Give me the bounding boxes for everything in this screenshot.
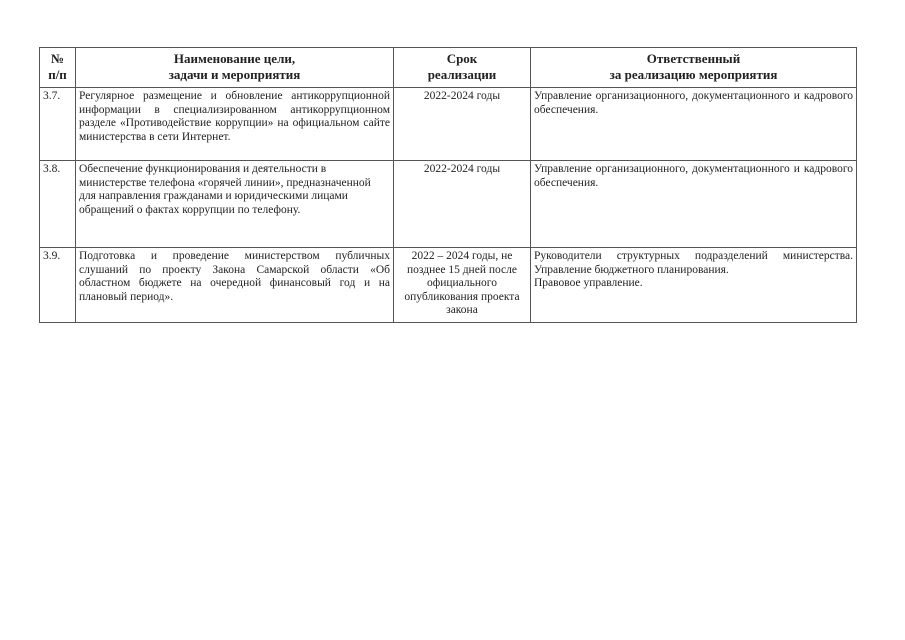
measure-term: 2022-2024 годы — [394, 161, 531, 248]
header-number-line2: п/п — [48, 67, 67, 82]
row-number: 3.9. — [40, 248, 76, 323]
table-header-row — [40, 48, 857, 88]
table-row — [40, 88, 857, 161]
header-name-line2: задачи и мероприятия — [168, 67, 301, 82]
measure-term: 2022 – 2024 годы, не позднее 15 дней после официального опубликования проекта закона — [394, 248, 531, 323]
table-row — [40, 248, 857, 323]
header-term — [394, 48, 531, 88]
header-name-line1: Наименование цели, — [173, 51, 296, 66]
measure-term: 2022-2024 годы — [394, 88, 531, 161]
measure-name: Подготовка и проведение министерством публичных слушаний по проекту Закона Самарской области «Об областном бюджете на очередной финансовый год и на плановый период». — [76, 248, 394, 323]
header-responsible-line1: Ответственный — [646, 51, 741, 66]
header-responsible-line2: за реализацию мероприятия — [609, 67, 778, 82]
measure-responsible: Управление организационного, документационного и кадрового обеспечения. — [531, 88, 857, 161]
measure-responsible — [531, 248, 857, 323]
header-number — [40, 48, 76, 88]
header-term-line2: реализации — [427, 67, 497, 82]
measure-name: Обеспечение функционирования и деятельности в министерстве телефона «горячей линии», предназначенной для направления гражданами и юридическими лицами обращений о фактах коррупции по телефону. — [76, 161, 394, 248]
responsible-line: Руководители структурных подразделений министерства. — [534, 250, 853, 262]
header-term-line1: Срок — [446, 51, 478, 66]
row-number: 3.7. — [40, 88, 76, 161]
header-number-line1: № — [50, 51, 65, 66]
row-number: 3.8. — [40, 161, 76, 248]
header-responsible — [531, 48, 857, 88]
header-name — [76, 48, 394, 88]
measures-table — [39, 47, 857, 323]
responsible-line: Управление бюджетного планирования. — [534, 263, 729, 276]
measure-name: Регулярное размещение и обновление антикоррупционной информации в специализированном антикоррупционном разделе «Противодействие коррупции» на официальном сайте министерства в сети Интернет. — [76, 88, 394, 161]
responsible-line: Правовое управление. — [534, 277, 643, 289]
measure-responsible: Управление организационного, документационного и кадрового обеспечения. — [531, 161, 857, 248]
table-row — [40, 161, 857, 248]
